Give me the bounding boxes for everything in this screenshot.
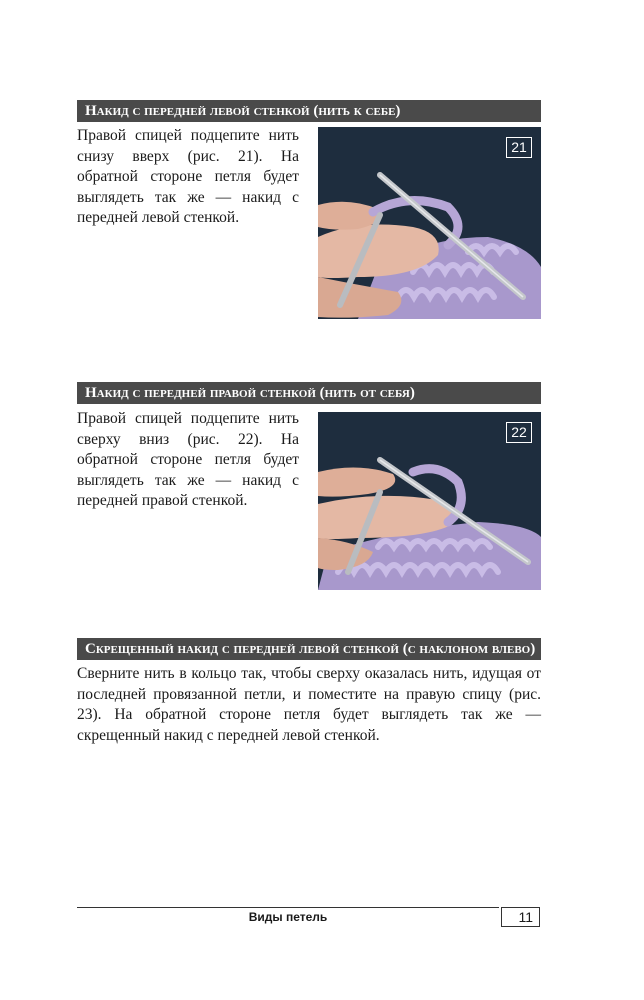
figure-21-photo [318, 127, 541, 319]
section-text-1: Правой спицей подцепите нить снизу вверх (рис. 21). На обратной стороне петля будет выглядеть так же — накид с передней левой стенкой. [77, 127, 299, 226]
section-header-3: Скрещенный накид с передней левой стенкой (с наклоном влево) [77, 638, 541, 660]
section-header-2: Накид с передней правой стенкой (нить от себя) [77, 382, 541, 404]
figure-number-badge: 21 [506, 137, 532, 158]
section-text-3: Сверните нить в кольцо так, чтобы сверху оказалась нить, идущая от последней провязанной петли, и поместите на правую спицу (рис. 23). На обратной стороне петля будет выглядеть так же — скрещенный накид с передней левой стенкой. [77, 665, 541, 744]
figure-number-badge: 22 [506, 422, 532, 443]
section-header-1: Накид с передней левой стенкой (нить к себе) [77, 100, 541, 122]
footer-rule [77, 907, 499, 908]
running-footer-title: Виды петель [248, 910, 328, 924]
figure-22-photo [318, 412, 541, 590]
page-number: 11 [501, 907, 540, 927]
section-text-2: Правой спицей подцепите нить сверху вниз (рис. 22). На обратной стороне петля будет выглядеть так же — накид с передней правой стенкой. [77, 410, 299, 509]
